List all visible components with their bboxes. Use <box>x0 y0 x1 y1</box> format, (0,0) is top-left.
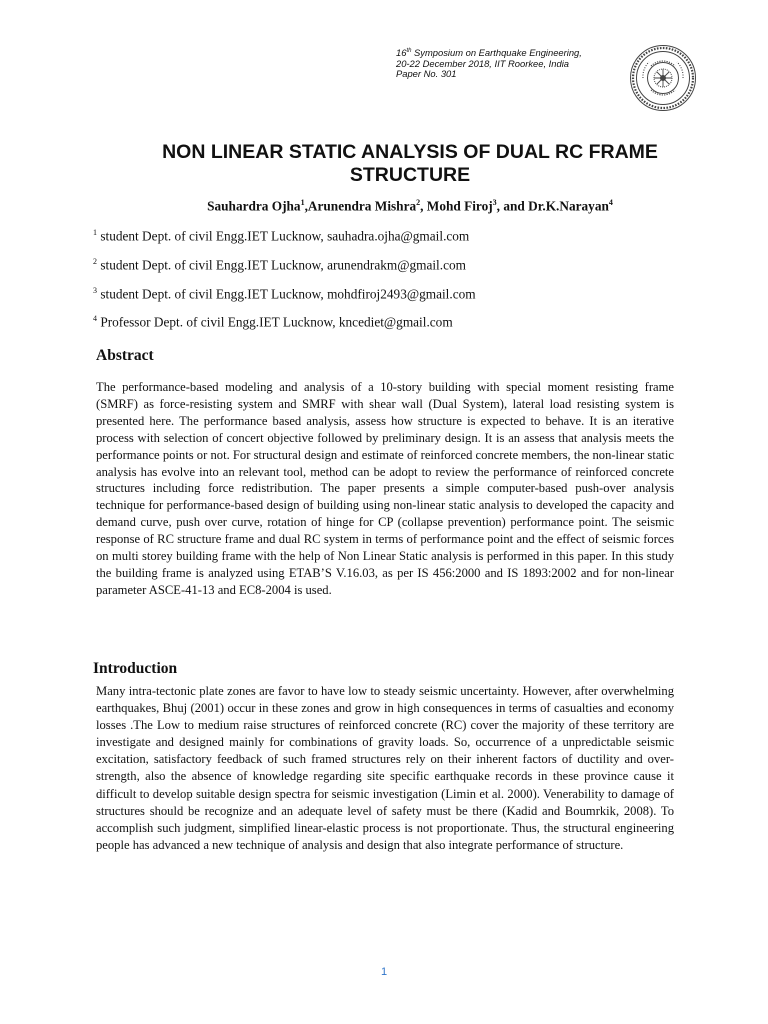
author-separator: , and <box>496 198 529 214</box>
abstract-text: The performance-based modeling and analysis of a 10-story building with special moment resisting frame (SMRF) as force-resisting system and SMRF with shear wall (Dual System), lateral load resisting system is presented here. The performance based analysis, assess how structure is expected to behave. It is an iterative process with selection of concert objective followed by preliminary design. It is an assess that analysis meets the performance points or not. For structural design and estimate of reinforced concrete members, the non-linear static analysis has evolve into an relevant tool, method can be adopt to review the performance of reinforced concrete structures including force redistribution. The paper presents a simple computer-based push-over analysis technique for performance-based design of building using non-linear static analysis to developed the capacity and demand curve, push over curve, rotation of hinge for CP (collapse prevention) performance point. The seismic response of RC structure frame and dual RC system in terms of performance point and the effect of seismic forces on multi storey building frame with the help of Non Linear Static analysis is performed in this paper. In this study the building frame is analyzed using ETAB’S V.16.03, as per IS 456:2000 and IS 1893:2002 and for non-linear parameter ASCE-41-13 and EC8-2004 is used. <box>96 380 674 597</box>
author-superscript: 1 <box>300 198 305 207</box>
author-name: Sauhardra Ojha <box>207 198 301 214</box>
paper-number: Paper No. 301 <box>396 68 457 80</box>
symposium-title: Symposium on Earthquake Engineering, <box>411 47 582 58</box>
author-list <box>60 198 760 214</box>
conference-header <box>396 48 636 80</box>
author-separator: , <box>420 198 427 214</box>
affiliation-superscript: 4 <box>93 314 97 323</box>
introduction-text: Many intra-tectonic plate zones are favor to have low to steady seismic uncertainty. However, after overwhelming earthquakes, Bhuj (2001) occur in these zones and grow in high consequences in terms of casualties and economy losses .The Low to medium raise structures of reinforced concrete (RC) cover the majority of these territory are investigate and designed mainly for combinations of gravity loads. So, occurrence of a unpredictable seismic excitation, satisfactory feedback of such framed structures rely on their inherent factors of ductility and over-strength, also the absence of knowledge regarding site specific earthquake records in these province cause it difficult to develop suitable design spectra for seismic investigation (Limin et al. 2000). Venerability to damage of structures should be recognize and an adequate level of safety must be there (Kadid and Boumrkik, 2008). To accomplish such judgment, simplified linear-elastic process is not proportionate. Thus, the structural engineering people has advanced a new technique of analysis and design that also integrate performance of structure. <box>96 684 674 852</box>
author-superscript: 3 <box>492 198 497 207</box>
affiliation-text: student Dept. of civil Engg.IET Lucknow, sauhadra.ojha@gmail.com <box>97 228 470 244</box>
affiliation-text: student Dept. of civil Engg.IET Lucknow, mohdfiroj2493@gmail.com <box>97 286 476 302</box>
affiliation-3 <box>93 286 733 302</box>
dates-venue: 20-22 December 2018, IIT Roorkee, India <box>396 57 570 69</box>
edition-suffix: th <box>406 47 412 54</box>
title-line-2: STRUCTURE <box>349 164 471 186</box>
affiliation-text: Professor Dept. of civil Engg.IET Lucknow, kncediet@gmail.com <box>97 314 453 330</box>
author-name: Dr.K.Narayan <box>528 198 609 214</box>
affiliation-1 <box>93 228 733 244</box>
abstract-heading: Abstract <box>96 347 154 364</box>
affiliation-4 <box>93 314 733 330</box>
author-separator: , <box>304 198 308 214</box>
paper-title <box>60 141 760 187</box>
title-line-1: NON LINEAR STATIC ANALYSIS OF DUAL RC FRAME <box>162 141 658 163</box>
affiliation-superscript: 1 <box>93 228 97 237</box>
page-number: 1 <box>380 966 388 978</box>
institute-seal-icon <box>629 44 697 112</box>
author-name: Mohd Firoj <box>426 198 493 214</box>
affiliation-text: student Dept. of civil Engg.IET Lucknow, arunendrakm@gmail.com <box>97 257 466 273</box>
author-name: Arunendra Mishra <box>307 198 417 214</box>
affiliation-superscript: 3 <box>93 286 97 295</box>
symposium-line <box>396 48 636 59</box>
author-superscript: 4 <box>608 198 613 207</box>
affiliation-superscript: 2 <box>93 257 97 266</box>
author-superscript: 2 <box>416 198 421 207</box>
affiliation-2 <box>93 257 733 273</box>
edition-number: 16 <box>396 47 407 58</box>
introduction-heading: Introduction <box>93 660 178 677</box>
